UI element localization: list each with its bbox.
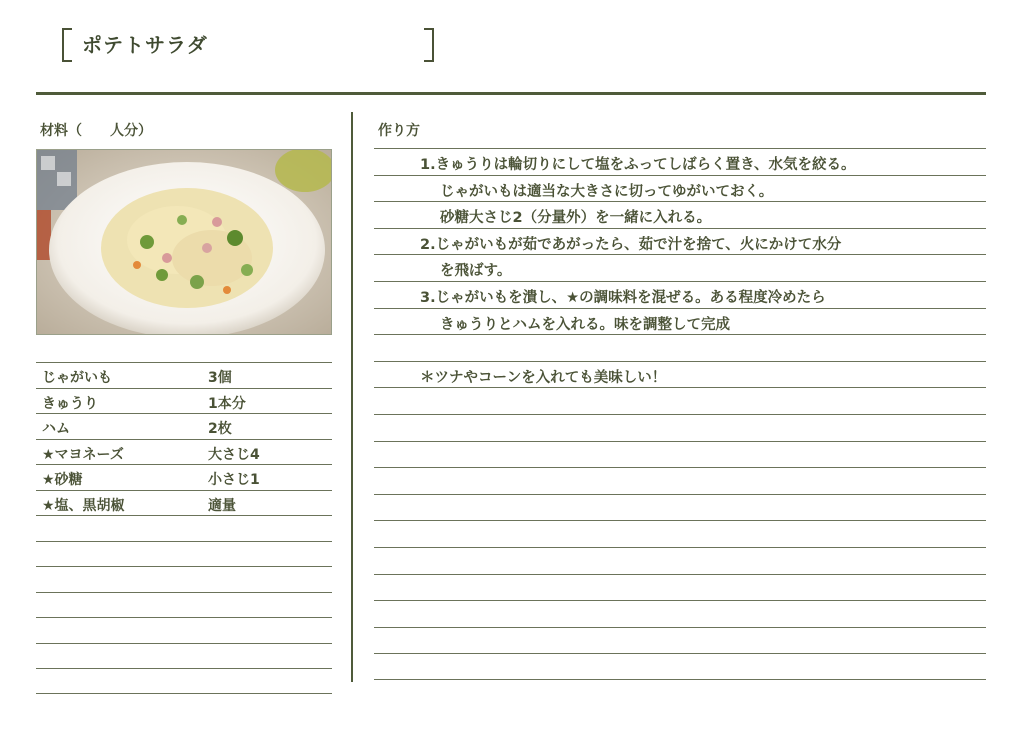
- step-line: 2.じゃがいもが茹であがったら、茹で汁を捨て、火にかけて水分: [374, 228, 986, 255]
- ingredient-row: [36, 668, 332, 694]
- ingredient-row: [36, 566, 332, 592]
- step-line: [374, 627, 986, 654]
- ingredient-row: じゃがいも 3個: [36, 362, 332, 388]
- step-line: を飛ばす。: [374, 254, 986, 281]
- step-note: ＊ツナやコーンを入れても美味しい！: [374, 361, 986, 388]
- step-line: じゃがいもは適当な大きさに切ってゆがいておく。: [374, 175, 986, 202]
- step-line: [374, 334, 986, 361]
- potato-salad-photo: [36, 149, 332, 335]
- step-line: [374, 441, 986, 468]
- ingredient-row: ★塩、黒胡椒 適量: [36, 490, 332, 516]
- header-rule: [36, 92, 986, 95]
- step-line: 砂糖大さじ2（分量外）を一緒に入れる。: [374, 201, 986, 228]
- step-line: [374, 547, 986, 574]
- ingredient-row: ★砂糖 小さじ1: [36, 464, 332, 490]
- method-label: 作り方: [378, 123, 420, 139]
- step-line: 1.きゅうりは輪切りにして塩をふってしばらく置き、水気を絞る。: [374, 148, 986, 175]
- ingredient-row: [36, 643, 332, 669]
- ingredient-row: [36, 617, 332, 643]
- step-line: [374, 467, 986, 494]
- column-divider: [351, 112, 353, 682]
- recipe-title: ポテトサラダ: [82, 33, 208, 57]
- ingredients-table: [36, 362, 332, 694]
- ingredient-row: [36, 541, 332, 567]
- step-line: 3.じゃがいもを潰し、★の調味料を混ぜる。ある程度冷めたら: [374, 281, 986, 308]
- step-line: [374, 520, 986, 547]
- step-line: [374, 387, 986, 414]
- step-line: [374, 653, 986, 680]
- materials-label: 材料（ 人分）: [40, 123, 152, 139]
- step-line: [374, 574, 986, 601]
- ingredient-row: ハム 2枚: [36, 413, 332, 439]
- ingredient-row: [36, 592, 332, 618]
- ingredient-row: [36, 515, 332, 541]
- step-line: きゅうりとハムを入れる。味を調整して完成: [374, 308, 986, 335]
- step-line: [374, 414, 986, 441]
- title-bracket-right: [424, 28, 434, 62]
- method-steps: [374, 148, 986, 680]
- title-bracket-left: [62, 28, 72, 62]
- ingredient-row: きゅうり 1本分: [36, 388, 332, 414]
- step-line: [374, 494, 986, 521]
- ingredient-row: ★マヨネーズ 大さじ4: [36, 439, 332, 465]
- step-line: [374, 600, 986, 627]
